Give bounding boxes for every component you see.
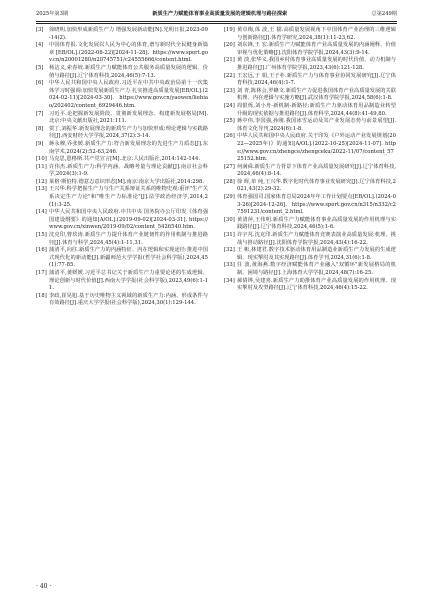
reference-text: 王 彬,林建君.数字技术驱动体育用品制造业新质生产力发展的生成逻辑、现实掣肘及其实现路径[J].体育学刊,2024,31(6):1-8. [237, 247, 396, 261]
reference-number: [16] [36, 247, 47, 254]
reference-number: [3] [36, 27, 44, 33]
reference-number: [26] [224, 133, 235, 140]
reference-entry [36, 126, 208, 141]
reference-number: [7] [36, 110, 44, 117]
reference-text: 黄卓梅,体 波,王 猫.高质量发展视角下中国体育产业治理的三维逻辑与创新路径[J].体育学研究,2024,38(1):11-23,62. [237, 27, 396, 41]
reference-text: 徐 晖,单 纯,王兴华.数字化时代体育事业发展研究[J].辽宁体育科技,2021,43(2):29-32. [237, 178, 396, 193]
reference-entry [224, 133, 396, 163]
volume-label: 总第249期 [371, 10, 397, 17]
reference-number: [15] [36, 232, 47, 239]
reference-text: 黄 淡,张华义.我国乡村体育事业高质量发展的时代价值、动力机制与推进路径[J].广州体育学院学报,2023,43(6):121-128. [237, 57, 396, 71]
reference-number: [17] [36, 270, 47, 276]
reference-number: [29] [224, 194, 235, 201]
reference-number: [24] [224, 102, 235, 109]
reference-text: 黄清萍,王伟明.新质生产力赋能体育事业高质量发展的作用机理与实践路径[J].辽宁体育科技,2024,46(5):1-6. [237, 216, 396, 231]
reference-text: 刘东锋,王 宏.新质生产力赋能体育产业高质量发展的内涵阐释、价值审视与优化策略[J].沈阳体育学院学报,2024,43(3):9-14. [237, 42, 396, 56]
reference-text: 中华人民共和国中央人民政府.关于印发《户外运动产业发展规划(2022—2025年)》的通知[A/OL].(2022-10-25)[2024-11-07]. https://www.gov.cn/zhengce/zhengceku/2022-11/07/content_5725152.htm. [237, 133, 396, 163]
reference-text: 李政,崔晃旭.基于历史唯物主义视域的新质生产力:内涵、形成条件与有效路径[J].重庆大学学报(社会科学版),2024,30(1):129-144. [49, 292, 208, 307]
reference-text: 许宇芃.沈克印.新质生产力赋能体育竞赛表演业高质量发展:机理、挑战与推动路径[J].沈阳体育学院学报,2024,43(4):16-22. [237, 232, 396, 246]
references-right-column [224, 27, 396, 293]
reference-text: 郝倩铧,吴建喜.新质生产力助推体育产业高质量发展的作用机理、现实掣肘及攻坚路径[J].辽宁体育科技,2024,46(4):15-22. [237, 277, 396, 292]
reference-number: [19] [224, 27, 235, 33]
reference-entry [36, 65, 208, 80]
reference-text: 中华人民共和国中央人民政府.习近平在中共中央政治局第十一次集体学习时强调:加快发展新质生产力 扎实推进高质量发展[EB/OL].(2024-02-11)[2024-03-30]. https://www.gov.cn/yaowen/liebiao/202402/content_6929446.htm. [49, 80, 208, 109]
reference-text: 刘 青,陈林会,罗蜂文.新质生产力促进我国体育产业高质量发展的关联机理、内在逻辑与实施方略[J].武汉体育学院学报,2024,58(6):1-8. [237, 87, 396, 102]
reference-entry [36, 247, 208, 270]
reference-number: [34] [224, 277, 235, 284]
reference-number: [10] [36, 156, 47, 163]
reference-number: [9] [36, 140, 44, 147]
reference-number: [18] [36, 292, 47, 299]
reference-entry [224, 232, 396, 247]
reference-entry [224, 27, 396, 42]
reference-number: [21] [224, 57, 235, 64]
reference-text: 何满舜.新质生产力背景下体育产业高质量发展研究[J].辽宁体育科技,2024,46(4):8-14. [237, 163, 396, 178]
reference-entry [224, 88, 396, 103]
reference-text: 中华人民共和国中央人民政府.中共中央 国务院办公厅印发《体育强国建设纲要》的通知[A/OL].(2019-09-02)[2024-03-31]. https://www.gov.cn/xinwen/2019-09/02/content_5426540.htm. [49, 209, 208, 231]
reference-text: 沈克印,曹玖涛.新质生产力提升体育产业链韧性的作用机制与推进路径[J].体育与科学,2024,45(4):1-11,31. [49, 232, 208, 246]
reference-text: 杨洁义,索春姣.新质生产力赋能体育公共服务高质量发展的逻辑、价值与路径[J].辽宁体育科技,2024,46(5):7-13. [49, 64, 208, 79]
reference-entry [36, 27, 208, 42]
reference-number: [12] [36, 178, 47, 185]
reference-entry [224, 118, 396, 133]
reference-number: [27] [224, 163, 235, 170]
reference-number: [4] [36, 42, 44, 49]
reference-text: 许伟杰.新质生产力:科学内涵、战略考量与理论贡献[J].南京社会科学,2024(3):1-9. [49, 163, 208, 178]
reference-text: 体育强国司.国家体育总局2024年年工作计划要点[EB/OL].(2024-03-26)[2024-12-26]. https://www.sport.gov.cn/n315/n332/c27591231/content_2.html. [237, 194, 396, 216]
reference-entry [36, 164, 208, 179]
reference-text: 王兴华.科学把握生产力与生产关系辩证关系的唯物史观:重评"生产关系决定生产力论"和"唯生产力标准论"[J].法学政治经济学,2014,2(1):3-25. [49, 186, 208, 208]
reference-entry [36, 111, 208, 126]
reference-text: 蒋永穆,乔张媛.新质生产力:符合新发展理念的先进生产力质态[J].东南学术,2024(2):52-63,246. [49, 140, 208, 155]
reference-entry [224, 194, 396, 217]
reference-number: [14] [36, 209, 47, 216]
reference-entry [36, 209, 208, 232]
reference-text: 任 波,黄海燕.数字经济赋能体育产业融入"双循环"新发展格局的机制、困境与路径[J].上海体育大学学报,2024,48(7):16-25. [237, 262, 396, 276]
reference-entry [224, 278, 396, 293]
reference-entry [224, 164, 396, 179]
reference-entry [224, 217, 396, 232]
reference-number: [20] [224, 42, 235, 49]
header-rule-bottom [36, 23, 397, 24]
reference-entry [36, 42, 208, 65]
reference-entry [224, 42, 396, 57]
reference-text: 周银烁,刘小舟-新机制-新路径:新质生产力驱动体育用品制造业转型升级的现实依据与推进路径[J].体育科学,2024,44(8):41-49,80. [237, 102, 396, 117]
reference-text: 马克思,恩格斯.共产党宣言[M].北京:人民出版社,2014:142-144. [49, 156, 201, 163]
reference-number: [28] [224, 178, 235, 185]
reference-entry [224, 103, 396, 118]
reference-text: 莱格·斯伯特.德意志意识形态[M].南京:南京大学出版社,2014:298. [49, 178, 204, 185]
reference-text: 习近平.论把握新发展阶段、贯彻新发展理念、构建新发展格局[M].北京:中央文献出版社,2021:111. [49, 110, 208, 125]
reference-number: [13] [36, 186, 47, 193]
running-header [36, 8, 397, 20]
reference-entry [224, 57, 396, 72]
reference-number: [32] [224, 247, 235, 254]
reference-entry [224, 262, 396, 277]
reference-entry [36, 186, 208, 209]
reference-entry [36, 156, 208, 164]
reference-entry [36, 80, 208, 110]
reference-entry [36, 270, 208, 293]
reference-number: [8] [36, 125, 44, 132]
reference-entry [36, 232, 208, 247]
reference-number: [6] [36, 80, 44, 87]
reference-number: [30] [224, 216, 235, 223]
reference-text: 王宏远,于 娟,王子朴.新质生产力与体育事业协同发展研究[J].辽宁体育科技,2024,46(4):1-7. [237, 72, 396, 87]
reference-number: [33] [224, 262, 235, 269]
references-left-column [36, 27, 208, 308]
reference-entry [36, 293, 208, 308]
reference-number: [11] [36, 163, 47, 170]
reference-number: [5] [36, 64, 44, 71]
issue-label: 2025年第3期 [36, 10, 69, 17]
reference-text: 中国体育报.文化发展以人民为中心的体育,谱写新时代全民健身新篇章[EB/OL].(2022-08-22)[2024-11-28]. https://www.sport.gov.cn/n20001280/n20745751/c24555666/content.html. [49, 42, 208, 64]
article-title: 新质生产力赋能体育事业高质量发展的逻辑机理与路径探索 [152, 10, 288, 17]
header-rule-top [36, 21, 397, 22]
reference-entry [224, 247, 396, 262]
reference-number: [31] [224, 232, 235, 239]
reference-text: 贺丁,刘振华.新发展理念的新质生产力与加快形成:理论逻辑与实践路径[J].西安财经大学学报,2024,37(2):3-14. [49, 125, 208, 140]
reference-number: [25] [224, 118, 235, 125]
reference-number: [22] [224, 72, 235, 79]
reference-number: [23] [224, 87, 235, 94]
reference-entry [224, 73, 396, 88]
reference-text: 蒋中伟,李国强,孙刚.我国冰雪运动及其产业发展态势与前景展望[J].体育文化导刊,2024(6):1-8. [237, 118, 396, 132]
reference-entry [36, 141, 208, 156]
reference-text: 蒲清平,向往.新质生产力的内涵特征、内在逻辑和实现途径:推进中国式现代化的新动能[J].新疆师范大学学报(哲学社会科学版),2024,45(1):77-85. [49, 247, 208, 269]
reference-entry [224, 179, 396, 194]
page-number: · 40 · [36, 583, 52, 590]
reference-text: 徐晓明.加快形成新质生产力 增强发展新动能[N].光明日报,2023-09-14(2). [49, 27, 208, 41]
reference-text: 蒲清平,黄媛媛.习近平总书记关于新质生产力重要论述的生成逻辑、理论创新与时代价值[J].西南大学学报(社会科学版),2023,49(6):1-11. [49, 270, 208, 292]
